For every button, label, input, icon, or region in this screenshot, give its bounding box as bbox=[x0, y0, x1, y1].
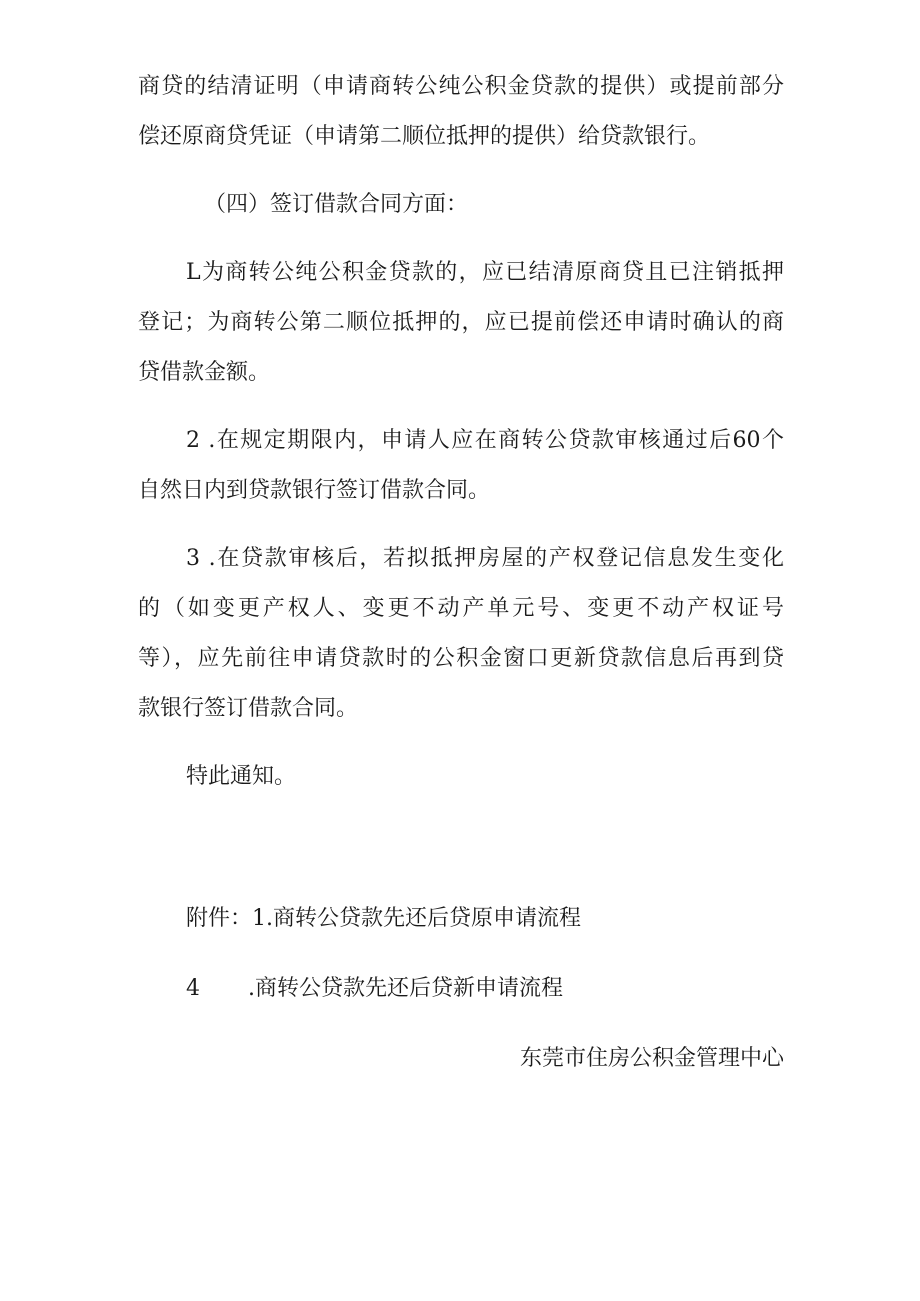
item-1-line: 登记；为商转公第二顺位抵押的，应已提前偿还申请时确认的商 bbox=[138, 310, 784, 335]
paragraph-line: 商贷的结清证明（申请商转公纯公积金贷款的提供）或提前部分 bbox=[138, 74, 784, 99]
item-2-line: 2 .在规定期限内，申请人应在商转公贷款审核通过后60个 bbox=[186, 428, 784, 453]
section-heading: （四）签订借款合同方面： bbox=[204, 192, 469, 217]
attachment-line-2 bbox=[186, 974, 784, 1004]
item-1-line: 贷借款金额。 bbox=[138, 360, 271, 385]
closing-text: 特此通知。 bbox=[186, 764, 297, 789]
attachment-number: 4 bbox=[186, 976, 200, 1001]
paragraph-line: 偿还原商贷凭证（申请第二顺位抵押的提供）给贷款银行。 bbox=[138, 124, 711, 149]
item-3-line: 的（如变更产权人、变更不动产单元号、变更不动产权证号 bbox=[138, 596, 784, 621]
attachment-title: .商转公贷款先还后贷新申请流程 bbox=[248, 976, 563, 1001]
attachment-line-1: 附件：1.商转公贷款先还后贷原申请流程 bbox=[186, 906, 581, 931]
issuer-signature: 东莞市住房公积金管理中心 bbox=[519, 1046, 784, 1071]
item-3-line: 3 .在贷款审核后，若拟抵押房屋的产权登记信息发生变化 bbox=[186, 546, 784, 571]
item-2-line: 自然日内到贷款银行签订借款合同。 bbox=[138, 478, 491, 503]
item-3-line: 款银行签订借款合同。 bbox=[138, 696, 359, 721]
item-3-line: 等），应先前往申请贷款时的公积金窗口更新贷款信息后再到贷 bbox=[138, 646, 784, 671]
item-1-line: L为商转公纯公积金贷款的，应已结清原商贷且已注销抵押 bbox=[186, 260, 784, 285]
